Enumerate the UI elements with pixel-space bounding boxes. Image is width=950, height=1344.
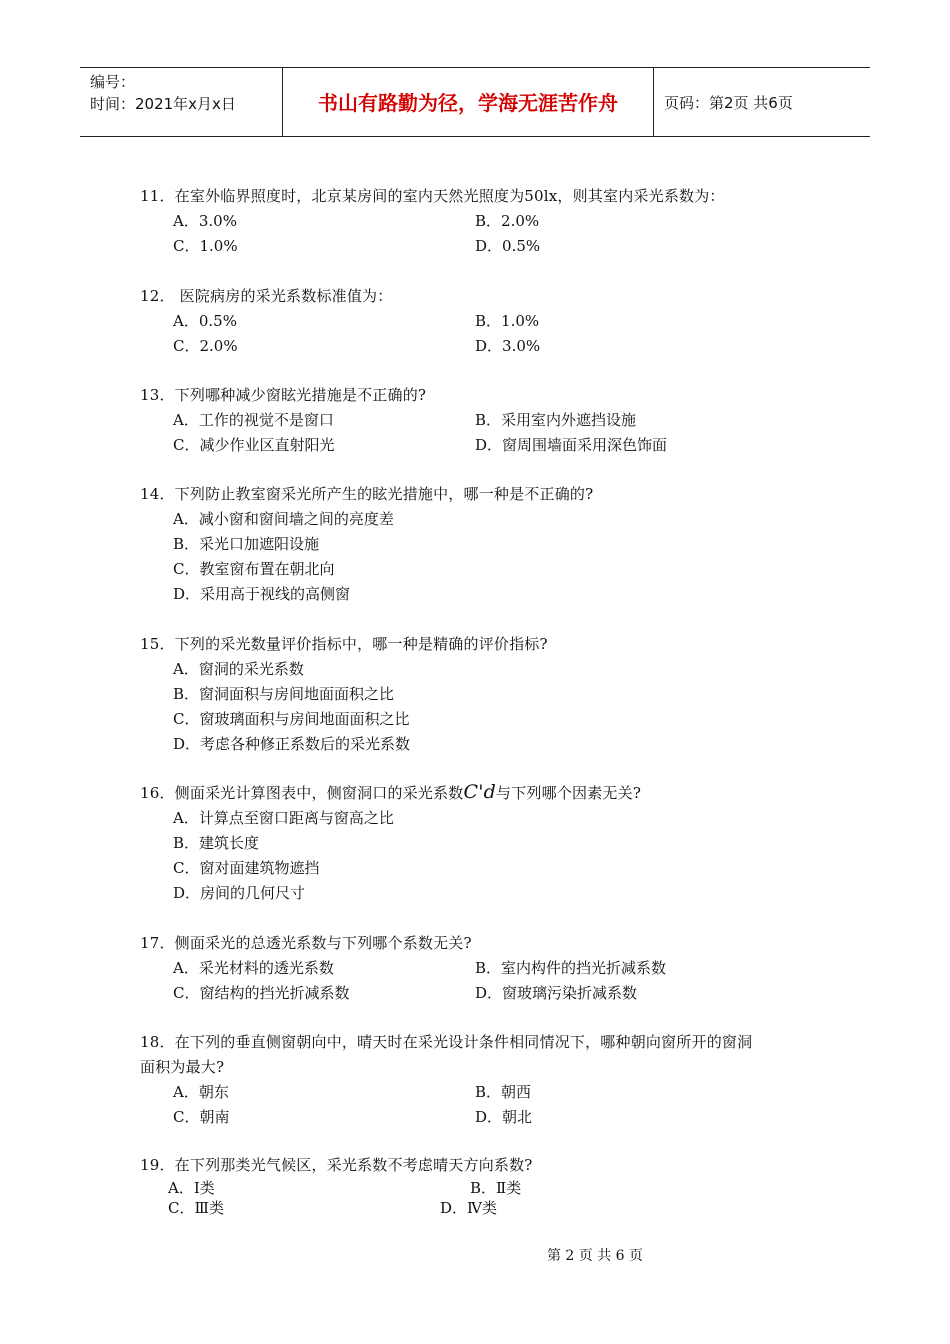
- option-a: A．窗洞的采光系数: [173, 660, 304, 678]
- question-stem: 19．在下列那类光气候区，采光系数不考虑晴天方向系数?: [140, 1156, 533, 1174]
- option-c: C．窗对面建筑物遮挡: [173, 859, 320, 877]
- header-motto: 书山有路勤为径，学海无涯苦作舟: [282, 68, 654, 136]
- question-19: [140, 1153, 820, 1218]
- question-stem: 13．下列哪种减少窗眩光措施是不正确的?: [140, 386, 427, 404]
- question-stem: 17．侧面采光的总透光系数与下列哪个系数无关?: [140, 934, 472, 952]
- option-b: B．2.0%: [475, 212, 540, 230]
- option-d: D．考虑各种修正系数后的采光系数: [173, 735, 411, 753]
- header-page-info: 页码：第2页 共6页: [664, 94, 793, 112]
- page-header: [80, 67, 870, 137]
- option-a: A．朝东: [173, 1083, 229, 1101]
- question-stem-line2: 面积为最大?: [140, 1058, 225, 1076]
- stem-text-pre: 16．侧面采光计算图表中，侧窗洞口的采光系数: [140, 784, 464, 802]
- question-18: [140, 1030, 820, 1130]
- option-c: C．窗结构的挡光折减系数: [173, 984, 350, 1002]
- header-meta: [80, 68, 282, 136]
- option-d: D．房间的几何尺寸: [173, 884, 306, 902]
- daylight-factor-symbol: C'd: [463, 781, 497, 803]
- question-13: [140, 383, 820, 458]
- question-12: [140, 284, 820, 359]
- option-b: B．室内构件的挡光折减系数: [475, 959, 667, 977]
- question-14: [140, 482, 820, 607]
- option-d: D．窗玻璃污染折减系数: [475, 984, 638, 1002]
- question-17: [140, 931, 820, 1006]
- option-a: A．Ⅰ类: [168, 1179, 215, 1197]
- option-d: D．窗周围墙面采用深色饰面: [475, 436, 668, 454]
- option-c: C．减少作业区直射阳光: [173, 436, 335, 454]
- question-16: [140, 780, 820, 906]
- option-c: C．窗玻璃面积与房间地面面积之比: [173, 710, 410, 728]
- option-a: A．采光材料的透光系数: [173, 959, 334, 977]
- stem-text-post: 与下列哪个因素无关?: [496, 784, 642, 802]
- option-d: D．Ⅳ类: [440, 1199, 498, 1217]
- option-c: C．教室窗布置在朝北向: [173, 560, 335, 578]
- question-stem: 14．下列防止教室窗采光所产生的眩光措施中，哪一种是不正确的?: [140, 485, 594, 503]
- question-stem: 15．下列的采光数量评价指标中，哪一种是精确的评价指标?: [140, 635, 548, 653]
- option-b: B．朝西: [475, 1083, 532, 1101]
- option-a: A．计算点至窗口距离与窗高之比: [173, 809, 394, 827]
- option-d: D．0.5%: [475, 237, 541, 255]
- option-a: A．工作的视觉不是窗口: [173, 411, 334, 429]
- option-a: A．3.0%: [173, 212, 237, 230]
- option-d: D．3.0%: [475, 337, 541, 355]
- option-a: A．0.5%: [173, 312, 237, 330]
- page-footer: 第 2 页 共 6 页: [546, 1248, 644, 1264]
- option-b: B．窗洞面积与房间地面面积之比: [173, 685, 395, 703]
- question-stem: 12． 医院病房的采光系数标准值为：: [140, 287, 393, 305]
- option-d: D．采用高于视线的高侧窗: [173, 585, 351, 603]
- option-a: A．减小窗和窗间墙之间的亮度差: [173, 510, 394, 528]
- question-11: [140, 184, 820, 259]
- option-c: C．朝南: [173, 1108, 230, 1126]
- option-c: C．Ⅲ类: [168, 1199, 224, 1217]
- option-b: B．采光口加遮阳设施: [173, 535, 320, 553]
- option-b: B．1.0%: [475, 312, 540, 330]
- option-b: B．Ⅱ类: [470, 1179, 522, 1197]
- number-label: 编号：: [90, 73, 136, 91]
- option-c: C．1.0%: [173, 237, 238, 255]
- option-b: B．建筑长度: [173, 834, 260, 852]
- question-stem: 11．在室外临界照度时，北京某房间的室内天然光照度为50lx，则其室内采光系数为：: [140, 187, 725, 205]
- option-b: B．采用室内外遮挡设施: [475, 411, 637, 429]
- option-c: C．2.0%: [173, 337, 238, 355]
- time-label: 时间：2021年x月x日: [90, 95, 236, 113]
- question-stem: [140, 780, 820, 806]
- question-stem-line1: 18．在下列的垂直侧窗朝向中，晴天时在采光设计条件相同情况下，哪种朝向窗所开的窗洞: [140, 1033, 753, 1051]
- option-d: D．朝北: [475, 1108, 533, 1126]
- question-15: [140, 632, 820, 757]
